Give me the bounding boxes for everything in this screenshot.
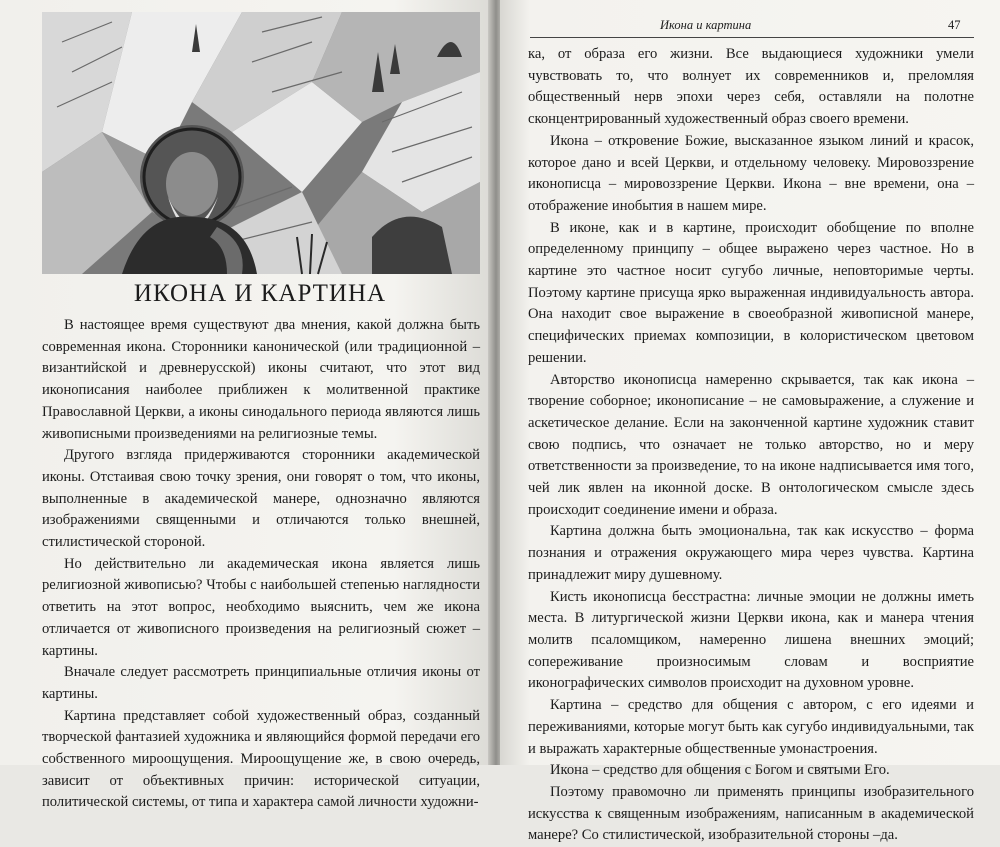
paragraph: В иконе, как и в картине, происходит обобщение по вполне определенному принципу – общее выражено через частное. Но в картине это частное носит сугубо личные, неповторимые черты. Поэтому картине присуща ярко выраженная индивидуальность автора. Она находит свое выражение в своеобразной живописной манере, специфических приемах композиции, в колористическом цветовом решении.: [528, 219, 974, 366]
paragraph: Икона – средство для общения с Богом и святыми Его.: [550, 762, 890, 779]
paragraph: Вначале следует рассмотреть принципиальные отличия иконы от картины.: [42, 664, 480, 702]
paragraph: Другого взгляда придерживаются сторонники академической иконы. Отстаивая свою точку зрения, они говорят о том, что иконы, выполненные в академической манере, однозначно являются изображениями священными и отличаются только внешней, стилистической стороной.: [42, 447, 480, 551]
page-number: 47: [948, 18, 961, 32]
paragraph: Картина должна быть эмоциональна, так как искусство – форма познания и отражения окружающего мира через чувства. Картина принадлежит миру душевному.: [528, 523, 974, 583]
right-page: [500, 0, 1000, 844]
running-head-title: Икона и картина: [660, 18, 752, 32]
icon-painting-illustration: [42, 12, 480, 274]
paragraph: Картина – средство для общения с автором, с его идеями и переживаниями, которые могут быть как сугубо индивидуальными, так и выражать характерные общественные умонастроения.: [528, 697, 974, 757]
left-page: [0, 0, 492, 811]
paragraph: Поэтому правомочно ли применять принципы изобразительного искусства к священным изображениям, написанным в академической манере? Со стилистической, изобразительной стороны –да.: [528, 783, 974, 844]
paragraph: Авторство иконописца намеренно скрывается, так как икона – творение соборное; иконописание – не самовыражение, а служение и аскетическое делание. Если на законченной картине художник ставит свою подпись, что означает не только авторство, но и меру ответственности за произведение, то на иконе надписывается имя того, чей лик явлен на иконной доске. В онтологическом смысле здесь происходит соединение имени и образа.: [528, 371, 974, 518]
paragraph: Но действительно ли академическая икона является лишь религиозной живописью? Чтобы с наибольшей степенью наглядности ответить на этот вопрос, необходимо выяснить, чем же икона отличается от живописного произведения на религиозный сюжет – картины.: [42, 555, 480, 659]
paragraph: Картина представляет собой художественный образ, созданный творческой фантазией художника и являющийся формой передачи его собственного мироощущения. Мироощущение же, в свою очередь, зависит от объективных причин: исторической ситуации, политической системы, от типа и характера самой личности художни-: [42, 707, 480, 811]
left-page-text: [42, 315, 480, 814]
right-page-text: [528, 44, 974, 847]
paragraph: Кисть иконописца бесстрастна: личные эмоции не должны иметь места. В литургической жизни Церкви икона, как и манера чтения молитв псаломщиком, намеренно лишена внешних эмоций; сопереживание произносимым словам и восприятие иконографических символов происходит на духовном уровне.: [528, 588, 974, 692]
paragraph: В настоящее время существуют два мнения, какой должна быть современная икона. Сторонники канонической (или традиционной – византийской и древнерусской) иконы считают, что этот вид иконописания наиболее приближен к молитвенной практике Православной Церкви, а иконы синодального периода являются лишь живописными произведениями на религиозные темы.: [42, 317, 480, 442]
header-rule: [530, 37, 974, 38]
paragraph: Икона – откровение Божие, высказанное языком линий и красок, которое дано и всей Церкви, и отдельному человеку. Мировоззрение иконописца – мировоззрение Церкви. Икона – вне времени, она – отображение инобытия в нашем мире.: [528, 132, 974, 214]
paragraph: ка, от образа его жизни. Все выдающиеся художники умели чувствовать то, что волнует их современников и, преломляя общественный нерв эпохи через себя, оставляли на полотне сконцентрированный художественный образ своего времени.: [528, 46, 974, 128]
chapter-title: ИКОНА И КАРТИНА: [133, 280, 387, 307]
